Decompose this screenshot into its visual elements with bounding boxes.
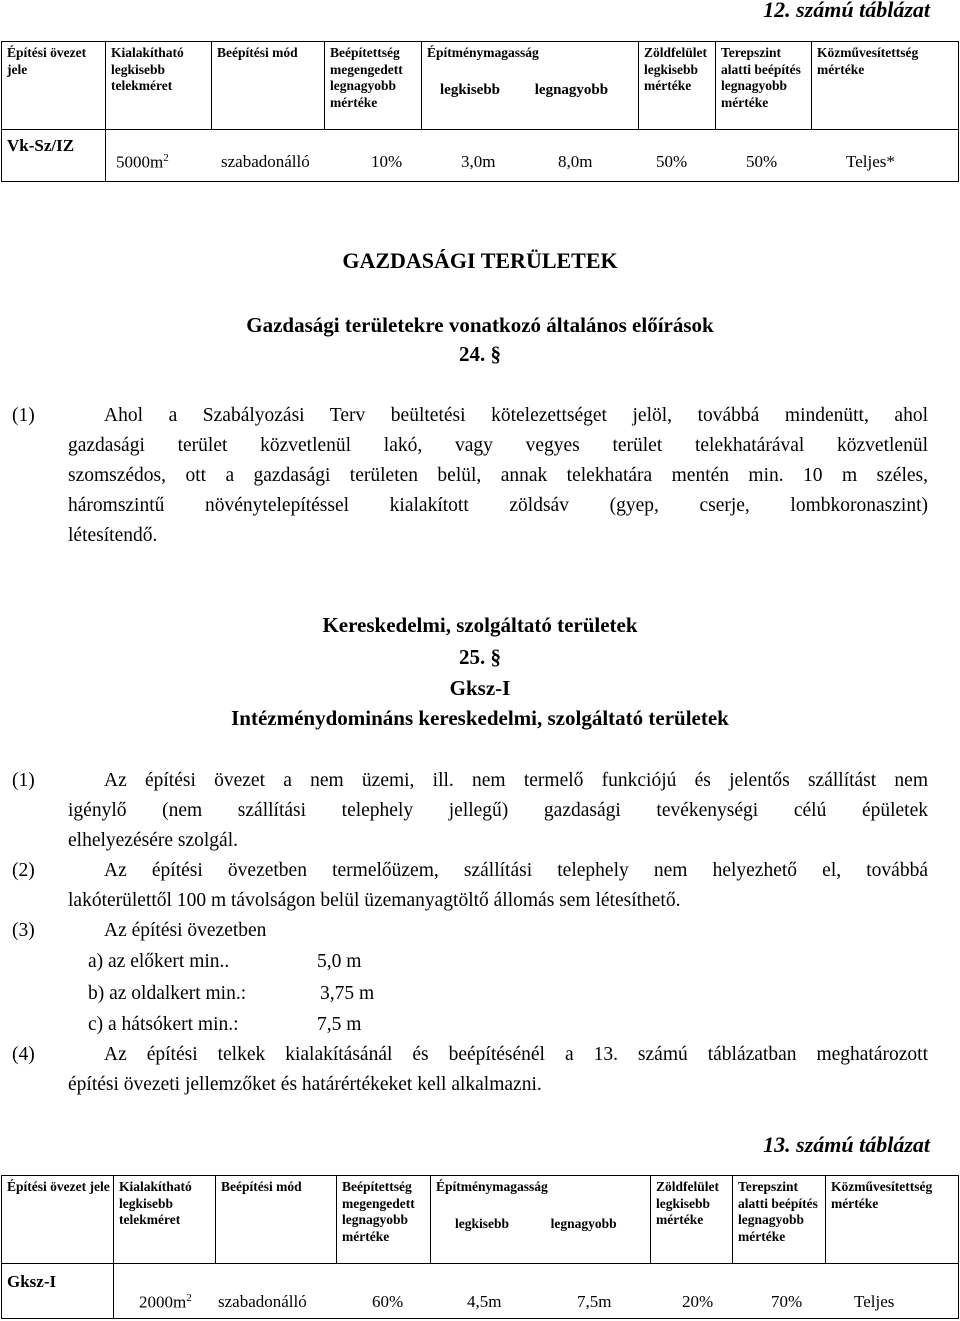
section-subtitle: Gazdasági területekre vonatkozó általános előírások bbox=[246, 313, 714, 337]
commercial-title: Kereskedelmi, szolgáltató területek bbox=[322, 613, 638, 637]
para-25-4-number: (4) bbox=[12, 1044, 35, 1065]
para-25-2-line: Az építési övezetben termelőüzem, szállítási telephely nem helyezhető el, továbbá bbox=[104, 860, 928, 881]
header-build-mode: Beépítési mód bbox=[216, 1176, 337, 1264]
header-min-lot: Kialakítható legkisebb telekméret bbox=[114, 1176, 216, 1264]
para-25-1-line: Az építési övezet a nem üzemi, ill. nem termelő funkciójú és jelentős szállítást nem bbox=[104, 770, 928, 791]
zone-code: Vk-Sz/IZ bbox=[2, 130, 106, 182]
header-build-mode: Beépítési mód bbox=[212, 42, 325, 130]
commercial-number: 25. § bbox=[459, 645, 501, 669]
para-25-1-line: elhelyezésére szolgál. bbox=[68, 830, 238, 851]
height-min-value: 3,0m bbox=[461, 152, 496, 171]
para-25-3-number: (3) bbox=[12, 920, 35, 941]
header-height-group bbox=[431, 1176, 651, 1264]
para-24-1-line: szomszédos, ott a gazdasági területen belül, annak telekhatára mentén min. 10 m széles, bbox=[68, 465, 928, 486]
para-24-1-number: (1) bbox=[12, 405, 35, 426]
zone-code: Gksz-I bbox=[2, 1264, 114, 1319]
build-mode-value: szabadonálló bbox=[218, 1292, 307, 1311]
header-zone: Építési övezet jele bbox=[2, 1176, 114, 1264]
paragraph-sign-icon: § bbox=[490, 645, 501, 669]
header-height-max: legnagyobb bbox=[534, 81, 609, 98]
zoning-table-13 bbox=[1, 1175, 959, 1319]
green-min-value: 50% bbox=[656, 152, 688, 171]
para-24-1-line: Ahol a Szabályozási Terv beültetési kötelezettséget jelöl, továbbá mindenütt, ahol bbox=[104, 405, 928, 426]
header-height: Építménymagasság bbox=[427, 45, 539, 60]
para-25-2-number: (2) bbox=[12, 860, 35, 881]
header-height-max: legnagyobb bbox=[550, 1215, 617, 1231]
setback-value: 3,75 m bbox=[320, 983, 375, 1004]
zoning-table-12 bbox=[1, 41, 959, 182]
commercial-name: Intézménydomináns kereskedelmi, szolgáltató területek bbox=[231, 706, 729, 730]
table-row bbox=[106, 130, 959, 182]
setback-value: 5,0 m bbox=[317, 951, 362, 972]
paragraph-sign-icon: § bbox=[490, 342, 501, 366]
header-zone: Építési övezet jele bbox=[2, 42, 106, 130]
table13-caption: 13. számú táblázat bbox=[763, 1132, 930, 1157]
para-25-1-number: (1) bbox=[12, 770, 35, 791]
header-max-coverage: Beépítettség megengedett legnagyobb mértéke bbox=[325, 42, 422, 130]
underground-max-value: 70% bbox=[771, 1292, 803, 1311]
commercial-code: Gksz-I bbox=[449, 676, 511, 700]
header-max-coverage: Beépítettség megengedett legnagyobb mértéke bbox=[337, 1176, 431, 1264]
header-height: Építménymagasság bbox=[436, 1179, 548, 1194]
para-24-1-line: gazdasági terület közvetlenül lakó, vagy vegyes terület telekhatárával közvetlenül bbox=[68, 435, 928, 456]
section-title: GAZDASÁGI TERÜLETEK bbox=[342, 248, 618, 273]
para-25-4-line: építési övezeti jellemzőket és határértékeket kell alkalmazni. bbox=[68, 1074, 542, 1095]
para-24-1-line: háromszintű növénytelepítéssel kialakított zöldsáv (gyep, cserje, lombkoronaszint) bbox=[68, 495, 928, 516]
header-underground-max: Terepszint alatti beépítés legnagyobb mértéke bbox=[733, 1176, 826, 1264]
max-coverage-value: 10% bbox=[371, 152, 403, 171]
underground-max-value: 50% bbox=[746, 152, 778, 171]
header-underground-max: Terepszint alatti beépítés legnagyobb mértéke bbox=[716, 42, 812, 130]
header-height-group bbox=[422, 42, 639, 130]
min-lot-value: $5000m^2$ bbox=[116, 152, 169, 172]
table12-caption: 12. számú táblázat bbox=[763, 0, 930, 22]
para-24-1-line: létesítendő. bbox=[68, 525, 158, 546]
min-lot-value: $2000m^2$ bbox=[139, 1292, 192, 1312]
para-25-2-line: lakóterülettől 100 m távolságon belül üzemanyagtöltő állomás sem létesíthető. bbox=[68, 890, 681, 911]
para-25-3-intro: Az építési övezetben bbox=[104, 920, 267, 941]
setback-label: b) az oldalkert min.: bbox=[88, 983, 247, 1004]
header-height-min: legkisebb bbox=[455, 1215, 510, 1231]
table-row bbox=[114, 1264, 959, 1319]
setback-value: 7,5 m bbox=[317, 1014, 362, 1035]
header-min-lot: Kialakítható legkisebb telekméret bbox=[106, 42, 212, 130]
header-utilities: Közművesítettség mértéke bbox=[812, 42, 959, 130]
height-min-value: 4,5m bbox=[467, 1292, 502, 1311]
header-green-min: Zöldfelület legkisebb mértéke bbox=[651, 1176, 733, 1264]
header-green-min: Zöldfelület legkisebb mértéke bbox=[639, 42, 716, 130]
max-coverage-value: 60% bbox=[372, 1292, 404, 1311]
height-max-value: 8,0m bbox=[558, 152, 593, 171]
green-min-value: 20% bbox=[682, 1292, 714, 1311]
header-utilities: Közművesítettség mértéke bbox=[826, 1176, 959, 1264]
section-number: 24. § bbox=[459, 342, 501, 366]
setback-label: c) a hátsókert min.: bbox=[88, 1014, 239, 1035]
utilities-value: Teljes* bbox=[846, 152, 895, 171]
build-mode-value: szabadonálló bbox=[221, 152, 310, 171]
utilities-value: Teljes bbox=[854, 1292, 895, 1311]
para-25-1-line: igénylő (nem szállítási telephely jellegű) gazdasági tevékenységi célú épületek bbox=[68, 800, 928, 821]
height-max-value: 7,5m bbox=[577, 1292, 612, 1311]
para-25-4-line: Az építési telkek kialakításánál és beépítésénél a 13. számú táblázatban meghatározott bbox=[104, 1044, 928, 1065]
setback-label: a) az előkert min.. bbox=[88, 951, 230, 972]
header-height-min: legkisebb bbox=[440, 81, 501, 98]
